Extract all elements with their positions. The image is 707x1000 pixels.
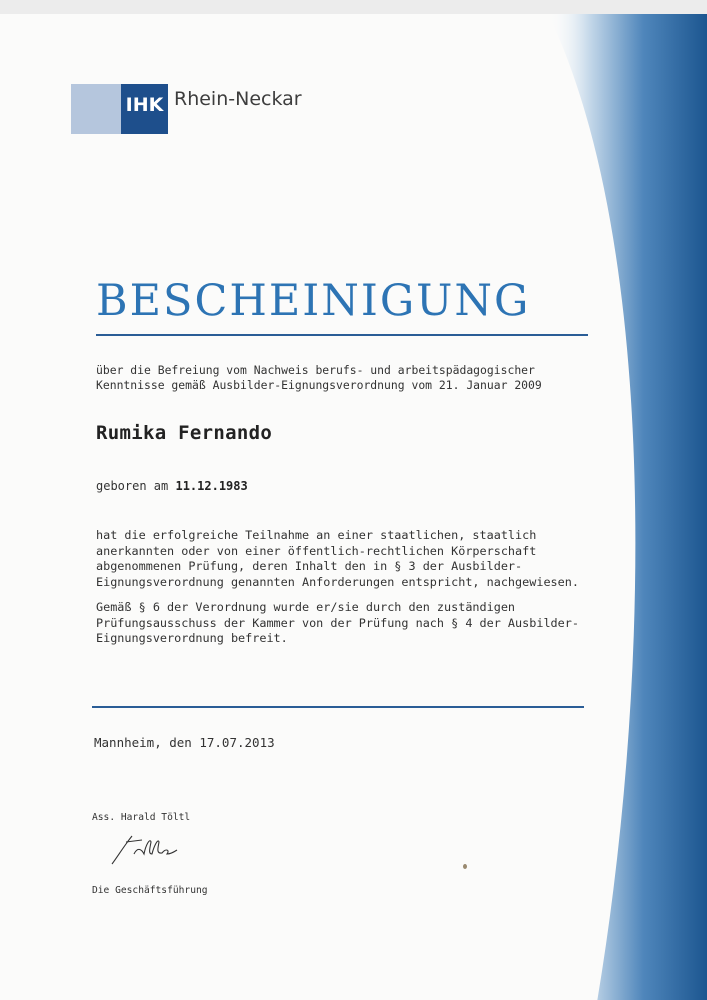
subtitle-line: über die Befreiung vom Nachweis berufs- und arbeitspädagogischer	[96, 363, 535, 377]
signer-role: Die Geschäftsführung	[92, 885, 208, 896]
paper-speck	[463, 864, 467, 869]
logo-light-square	[71, 84, 121, 134]
decorative-blue-swoosh	[0, 14, 707, 1000]
birth-date: 11.12.1983	[175, 479, 248, 493]
document-title: BESCHEINIGUNG	[96, 276, 531, 326]
handwritten-signature	[110, 832, 190, 868]
paragraph-line: Gemäß § 6 der Verordnung wurde er/sie durch den zuständigen	[96, 600, 516, 614]
paragraph-line: anerkannten oder von einer öffentlich-rechtlichen Körperschaft	[96, 543, 537, 558]
paragraph-line: Prüfungsausschuss der Kammer von der Prüfung nach § 4 der Ausbilder-	[96, 615, 579, 630]
signer-name: Ass. Harald Töltl	[92, 812, 191, 823]
title-underline	[96, 334, 588, 336]
birth-label: geboren am	[96, 479, 169, 493]
paragraph-line: Eignungsverordnung befreit.	[96, 631, 288, 646]
logo-org-name: Rhein-Neckar	[174, 88, 302, 110]
paragraph-line: hat die erfolgreiche Teilnahme an einer staatlichen, staatlich	[96, 528, 537, 542]
body-paragraph-2	[96, 600, 579, 647]
birth-line	[96, 479, 248, 493]
place-and-date: Mannheim, den 17.07.2013	[94, 735, 275, 750]
paragraph-line: abgenommenen Prüfung, deren Inhalt den in § 3 der Ausbilder-	[96, 559, 523, 574]
body-paragraph-1	[96, 528, 579, 590]
signature-section-rule	[92, 706, 584, 708]
paragraph-line: Eignungsverordnung genannten Anforderungen entspricht, nachgewiesen.	[96, 574, 579, 589]
logo-mark: IHK	[121, 84, 168, 134]
recipient-name: Rumika Fernando	[96, 422, 273, 444]
subtitle	[96, 363, 542, 393]
subtitle-line: Kenntnisse gemäß Ausbilder-Eignungsverordnung vom 21. Januar 2009	[96, 378, 542, 392]
